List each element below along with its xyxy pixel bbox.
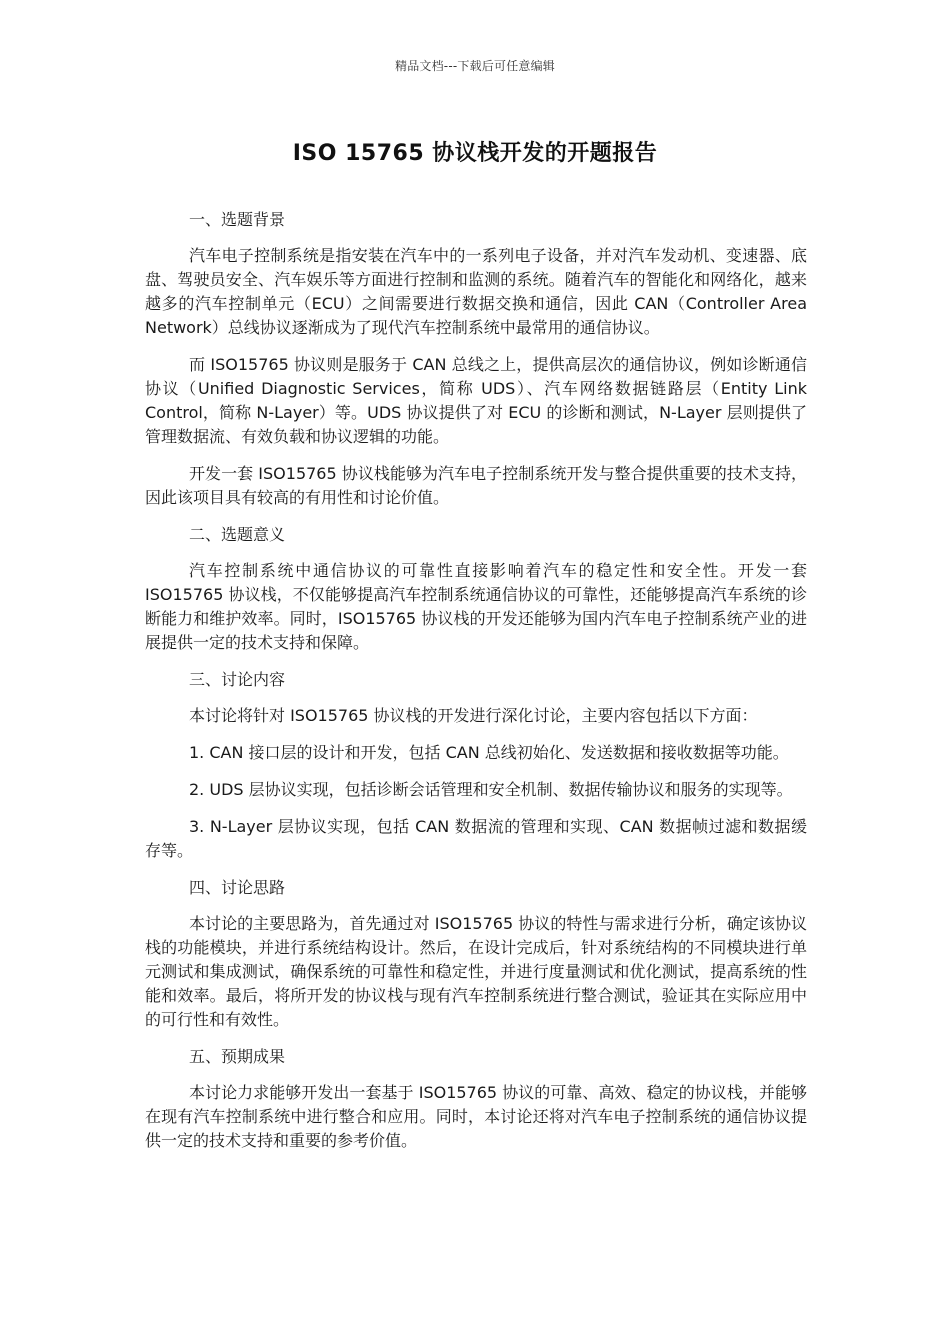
document-title: ISO 15765 协议栈开发的开题报告 [292,141,658,166]
paragraph: 开发一套 ISO15765 协议栈能够为汽车电子控制系统开发与整合提供重要的技术支持，因此该项目具有较高的有用性和讨论价值。 [145,464,807,507]
paragraph: 本讨论的主要思路为，首先通过对 ISO15765 协议的特性与需求进行分析，确定该协议栈的功能模块，并进行系统结构设计。然后，在设计完成后，针对系统结构的不同模块进行单元测试和集成测试，确保系统的可靠性和稳定性，并进行度量测试和优化测试，提高系统的性能和效率。最后，将所开发的协议栈与现有汽车控制系统进行整合测试，验证其在实际应用中的可行性和有效性。 [145,914,807,1029]
list-item: 1. CAN 接口层的设计和开发，包括 CAN 总线初始化、发送数据和接收数据等功能。 [189,743,789,762]
section-heading-approach: 四、讨论思路 [189,878,286,897]
document-body [145,208,807,1166]
section-heading-expected-results: 五、预期成果 [189,1047,286,1066]
paragraph: 汽车控制系统中通信协议的可靠性直接影响着汽车的稳定性和安全性。开发一套 ISO15765 协议栈，不仅能够提高汽车控制系统通信协议的可靠性，还能够提高汽车系统的诊断能力和维护效率。同时，ISO15765 协议栈的开发还能够为国内汽车电子控制系统产业的进展提供一定的技术支持和保障。 [145,561,807,652]
paragraph: 汽车电子控制系统是指安装在汽车中的一系列电子设备，并对汽车发动机、变速器、底盘、驾驶员安全、汽车娱乐等方面进行控制和监测的系统。随着汽车的智能化和网络化，越来越多的汽车控制单元（ECU）之间需要进行数据交换和通信，因此 CAN（Controller Area Network）总线协议逐渐成为了现代汽车控制系统中最常用的通信协议。 [145,246,807,337]
paragraph: 本讨论将针对 ISO15765 协议栈的开发进行深化讨论，主要内容包括以下方面： [189,706,758,725]
section-heading-content: 三、讨论内容 [189,670,286,689]
section-heading-significance: 二、选题意义 [189,525,286,544]
list-item: 3. N-Layer 层协议实现，包括 CAN 数据流的管理和实现、CAN 数据帧过滤和数据缓存等。 [145,817,807,860]
paragraph: 本讨论力求能够开发出一套基于 ISO15765 协议的可靠、高效、稳定的协议栈，并能够在现有汽车控制系统中进行整合和应用。同时，本讨论还将对汽车电子控制系统的通信协议提供一定的技术支持和重要的参考价值。 [145,1083,807,1150]
page-header: 精品文档---下载后可任意编辑 [395,59,555,73]
section-heading-background: 一、选题背景 [189,210,286,229]
list-item: 2. UDS 层协议实现，包括诊断会话管理和安全机制、数据传输协议和服务的实现等。 [189,780,793,799]
paragraph: 而 ISO15765 协议则是服务于 CAN 总线之上，提供高层次的通信协议，例如诊断通信协议（Unified Diagnostic Services，简称 UDS）、汽车网络数据链路层（Entity Link Control，简称 N-Layer）等。UDS 协议提供了对 ECU 的诊断和测试，N-Layer 层则提供了管理数据流、有效负载和协议逻辑的功能。 [145,355,807,446]
